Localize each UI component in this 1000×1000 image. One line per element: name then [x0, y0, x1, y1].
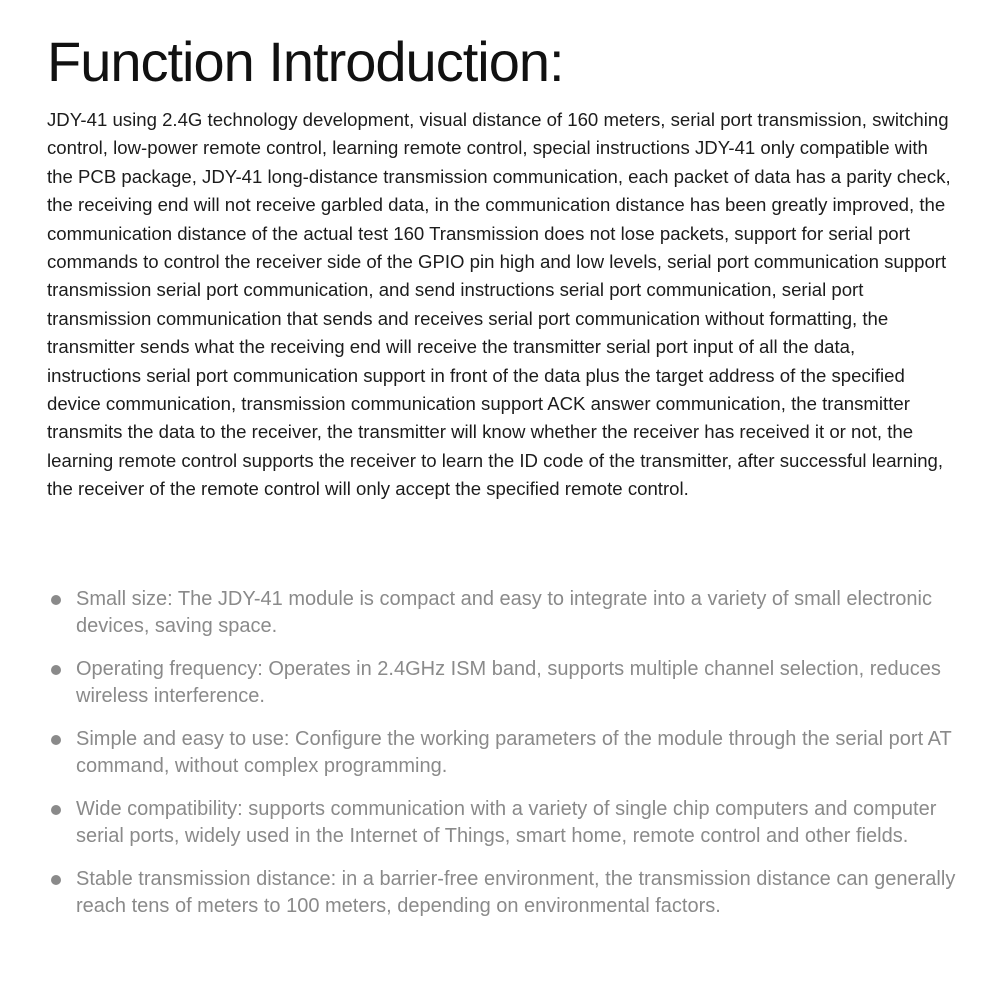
intro-paragraph: JDY-41 using 2.4G technology development, visual distance of 160 meters, serial port transmission, switching control, low-power remote control, learning remote control, special instructions JDY-41 only compatible with the PCB package, JDY-41 long-distance transmission communication, each packet of data has a parity check, the receiving end will not receive garbled data, in the communication distance has been greatly improved, the communication distance of the actual test 160 Transmission does not lose packets, support for serial port commands to control the receiver side of the GPIO pin high and low levels, serial port communication support transmission serial port communication, and send instructions serial port communication, serial port transmission communication that sends and receives serial port communication without formatting, the transmitter sends what the receiving end will receive the transmitter serial port input of all the data, instructions serial port communication support in front of the data plus the target address of the specified device communication, transmission communication support ACK answer communication, the transmitter transmits the data to the receiver, the transmitter will know whether the receiver has received it or not, the learning remote control supports the receiver to learn the ID code of the transmitter, after successful learning, the receiver of the remote control will only accept the specified remote control. — [47, 109, 951, 500]
bullet-icon — [51, 665, 61, 675]
bullet-icon — [51, 875, 61, 885]
feature-text: Wide compatibility: supports communication with a variety of single chip computers and computer serial ports, widely used in the Internet of Things, smart home, remote control and other fields. — [76, 798, 937, 847]
feature-text: Stable transmission distance: in a barrier-free environment, the transmission distance can generally reach tens of meters to 100 meters, depending on environmental factors. — [76, 868, 956, 917]
bullet-icon — [51, 595, 61, 605]
feature-text: Operating frequency: Operates in 2.4GHz ISM band, supports multiple channel selection, reduces wireless interference. — [76, 658, 941, 707]
feature-item-small-size — [47, 586, 965, 639]
feature-text: Simple and easy to use: Configure the working parameters of the module through the serial port AT command, without complex programming. — [76, 728, 952, 777]
feature-list — [47, 586, 965, 936]
bullet-icon — [51, 805, 61, 815]
feature-item-transmission-distance — [47, 866, 965, 919]
feature-item-wide-compatibility — [47, 796, 965, 849]
page-title: Function Introduction: — [47, 30, 564, 93]
feature-item-simple-to-use — [47, 726, 965, 779]
bullet-icon — [51, 735, 61, 745]
feature-item-operating-frequency — [47, 656, 965, 709]
feature-text: Small size: The JDY-41 module is compact and easy to integrate into a variety of small electronic devices, saving space. — [76, 588, 932, 637]
